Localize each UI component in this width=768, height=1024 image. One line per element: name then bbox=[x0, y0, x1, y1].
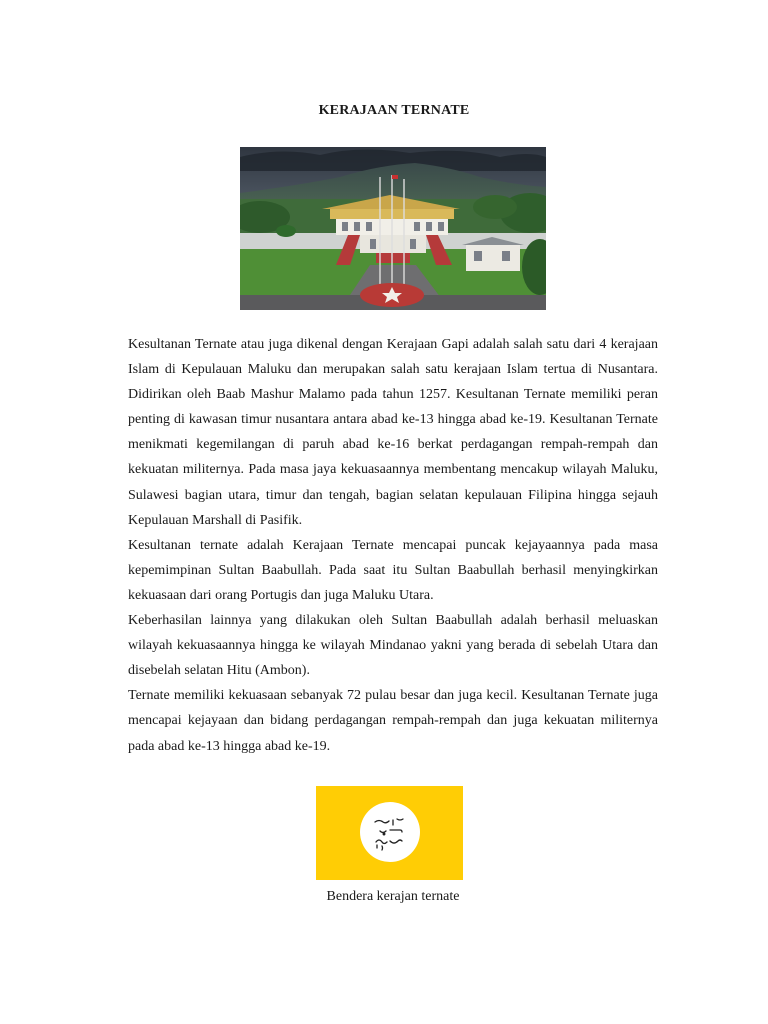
flag-caption: Bendera kerajan ternate bbox=[326, 889, 460, 904]
paragraph-history: Kesultanan Ternate atau juga dikenal dengan Kerajaan Gapi adalah salah satu dari 4 kerajaan Islam di Kepulauan Maluku dan merupakan salah satu kerajaan Islam tertua di Nusantara. Didirikan oleh Baab Mashur Malamo pada tahun 1257. Kesultanan Ternate memiliki peran penting di kawasan timur nusantara antara abad ke-13 hingga abad ke-19. Kesultanan Ternate menikmati kegemilangan di paruh abad ke-16 berkat perdagangan rempah-rempah dan kekuatan militernya. Pada masa jaya kekuasaannya membentang mencakup wilayah Maluku, Sulawesi bagian utara, timur dan tengah, bagian selatan kepulauan Filipina hingga sejauh Kepulauan Marshall di Pasifik. bbox=[128, 337, 658, 528]
paragraph-expansion: Keberhasilan lainnya yang dilakukan oleh Sultan Baabullah adalah berhasil meluaskan wilayah kekuasaannya hingga ke wilayah Mindanao yakni yang berada di sebelah Utara dan disebelah selatan Hitu (Ambon). bbox=[128, 613, 658, 679]
paragraph-peak: Kesultanan ternate adalah Kerajaan Ternate mencapai puncak kejayaannya pada masa kepemimpinan Sultan Baabullah. Pada saat itu Sultan Baabullah berhasil menyingkirkan kekuasaan dari orang Portugis dan juga Maluku Utara. bbox=[128, 537, 658, 603]
document-title: KERAJAAN TERNATE bbox=[318, 103, 470, 118]
body-text bbox=[128, 332, 658, 759]
sultanate-flag bbox=[316, 786, 463, 880]
paragraph-territory: Ternate memiliki kekuasaan sebanyak 72 pulau besar dan juga kecil. Kesultanan Ternate juga mencapai kejayaan dan bidang perdagangan rempah-rempah dan juga kekuatan militernya pada abad ke-13 hingga abad ke-19. bbox=[128, 688, 658, 754]
flag-emblem-icon bbox=[360, 802, 420, 862]
palace-photo bbox=[240, 147, 546, 310]
